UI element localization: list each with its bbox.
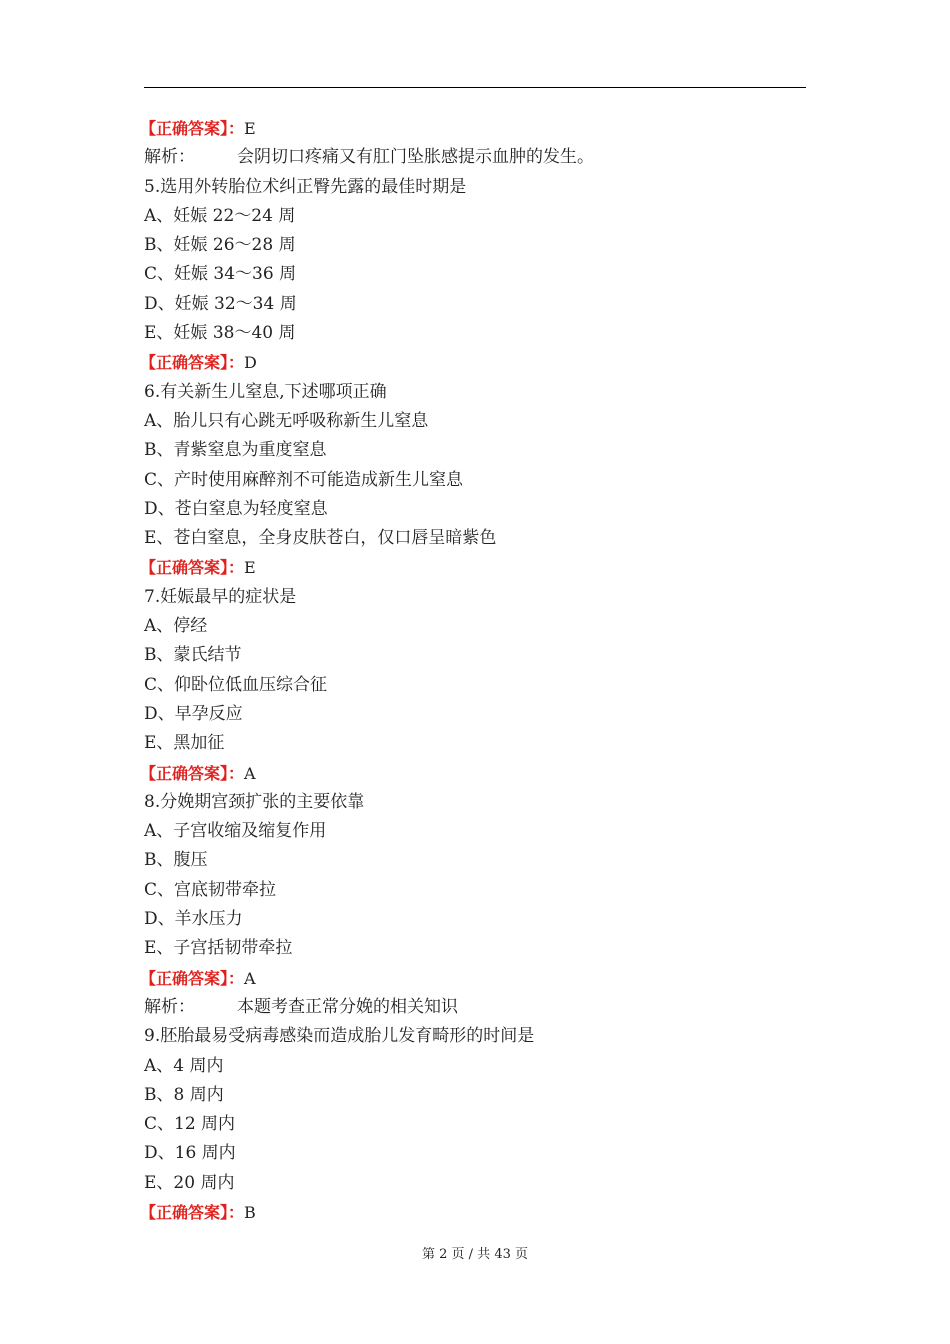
analysis-line xyxy=(144,993,806,1022)
question-stem: 6.有关新生儿窒息,下述哪项正确 xyxy=(144,381,387,402)
correct-answer-label: 【正确答案】： xyxy=(140,353,245,373)
answer-option: B、8 周内 xyxy=(144,1084,224,1105)
correct-answer-label: 【正确答案】： xyxy=(140,968,245,988)
answer-option: B、腹压 xyxy=(144,850,208,871)
answer-option: C、宫底韧带牵拉 xyxy=(144,879,277,900)
correct-answer-line xyxy=(140,348,806,377)
answer-option: D、妊娠 32～34 周 xyxy=(144,293,297,314)
answer-option: A、妊娠 22～24 周 xyxy=(144,205,296,226)
answer-option: D、16 周内 xyxy=(144,1143,236,1164)
question-stem: 5.选用外转胎位术纠正臀先露的最佳时期是 xyxy=(144,176,467,197)
correct-answer-value: D xyxy=(244,353,257,373)
correct-answer-line xyxy=(140,1198,806,1227)
answer-option: C、仰卧位低血压综合征 xyxy=(144,674,328,695)
correct-answer-value: E xyxy=(244,119,256,138)
correct-answer-line xyxy=(140,114,806,143)
answer-option: E、子宫括韧带牵拉 xyxy=(144,938,293,959)
answer-option: B、妊娠 26～28 周 xyxy=(144,235,296,256)
analysis-label: 解析： xyxy=(144,996,195,1017)
answer-option: E、苍白窒息，全身皮肤苍白，仅口唇呈暗紫色 xyxy=(144,528,497,549)
answer-option: B、青紫窒息为重度窒息 xyxy=(144,440,327,461)
correct-answer-label: 【正确答案】： xyxy=(140,119,245,138)
analysis-label: 解析： xyxy=(144,147,195,168)
answer-option: A、胎儿只有心跳无呼吸称新生儿窒息 xyxy=(144,410,429,431)
correct-answer-label: 【正确答案】： xyxy=(140,558,245,578)
answer-option: B、蒙氏结节 xyxy=(144,645,242,666)
answer-option: E、黑加征 xyxy=(144,733,225,754)
correct-answer-value: A xyxy=(244,763,256,783)
answer-option: E、20 周内 xyxy=(144,1172,235,1193)
correct-answer-line xyxy=(140,964,806,993)
answer-option: C、12 周内 xyxy=(144,1114,236,1135)
answer-option: A、停经 xyxy=(144,616,208,637)
answer-option: C、妊娠 34～36 周 xyxy=(144,264,297,285)
correct-answer-label: 【正确答案】： xyxy=(140,1202,245,1222)
answer-option: D、早孕反应 xyxy=(144,703,243,724)
analysis-text: 本题考查正常分娩的相关知识 xyxy=(237,996,458,1017)
document-body xyxy=(140,114,806,1227)
answer-option: C、产时使用麻醉剂不可能造成新生儿窒息 xyxy=(144,469,464,490)
answer-option: D、苍白窒息为轻度窒息 xyxy=(144,498,328,519)
answer-option: A、4 周内 xyxy=(144,1055,224,1076)
correct-answer-value: A xyxy=(244,968,256,988)
correct-answer-value: B xyxy=(244,1202,256,1222)
answer-option: D、羊水压力 xyxy=(144,909,243,930)
answer-option: A、子宫收缩及缩复作用 xyxy=(144,821,327,842)
question-stem: 7.妊娠最早的症状是 xyxy=(144,586,297,607)
correct-answer-line xyxy=(140,759,806,788)
analysis-line xyxy=(144,143,806,172)
analysis-text: 会阴切口疼痛又有肛门坠胀感提示血肿的发生。 xyxy=(237,147,594,168)
header-rule xyxy=(144,87,806,88)
correct-answer-value: E xyxy=(244,558,256,578)
question-stem: 8.分娩期宫颈扩张的主要依靠 xyxy=(144,791,365,812)
correct-answer-label: 【正确答案】： xyxy=(140,763,245,783)
page-footer: 第 2 页 / 共 43 页 xyxy=(422,1247,528,1262)
answer-option: E、妊娠 38～40 周 xyxy=(144,323,296,344)
correct-answer-line xyxy=(140,553,806,582)
question-stem: 9.胚胎最易受病毒感染而造成胎儿发育畸形的时间是 xyxy=(144,1026,535,1047)
